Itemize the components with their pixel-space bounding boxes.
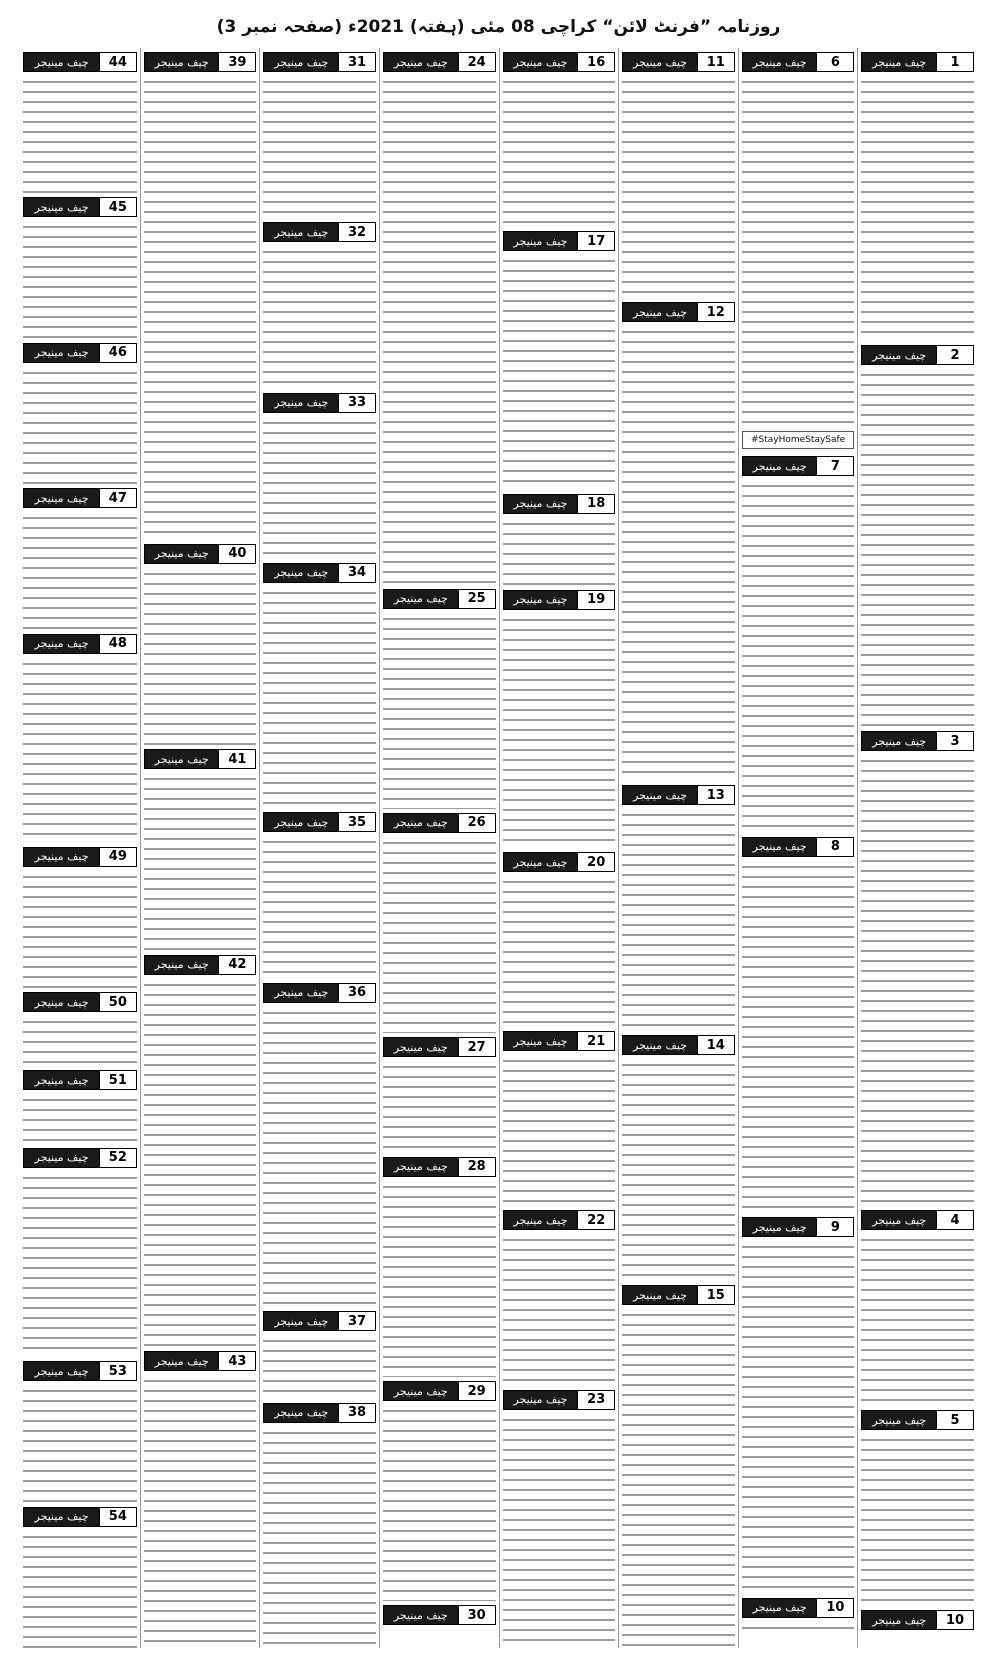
- article-body: [383, 1404, 496, 1601]
- article-body: [383, 75, 496, 585]
- article-header: [503, 231, 616, 251]
- article-header: [622, 1285, 735, 1305]
- article-header: [861, 1410, 974, 1430]
- article-27: [383, 1033, 496, 1153]
- article-header: [23, 634, 137, 654]
- article-number: 48: [99, 635, 136, 653]
- article-header: [144, 544, 257, 564]
- article-body: [622, 1058, 735, 1281]
- article-36: [263, 979, 376, 1308]
- article-body: [23, 1171, 137, 1357]
- article-body: [144, 772, 257, 950]
- article-label: چیف مینیجر: [24, 489, 99, 507]
- article-body: [383, 1628, 496, 1634]
- article-label: چیف مینیجر: [504, 1211, 578, 1229]
- article-number: 13: [697, 786, 734, 804]
- article-number: 19: [577, 591, 614, 609]
- article-header: [622, 52, 735, 72]
- article-26: [383, 809, 496, 1033]
- article-number: 41: [218, 750, 255, 768]
- article-number: 23: [577, 1391, 614, 1409]
- article-body: [23, 1093, 137, 1144]
- article-number: 49: [99, 848, 136, 866]
- masthead-title: روزنامہ ”فرنٹ لائن“ کراچی 08 مئی (ہفتہ) 2021ء (صفحہ نمبر 3): [216, 16, 781, 37]
- article-header: [503, 852, 616, 872]
- article-label: چیف مینیجر: [264, 564, 338, 582]
- article-body: [622, 325, 735, 781]
- article-22: [503, 1206, 616, 1385]
- article-label: چیف مینیجر: [623, 1286, 697, 1304]
- article-header: [263, 812, 376, 832]
- article-body: [861, 754, 974, 1206]
- article-header: [23, 343, 137, 363]
- article-body: [622, 808, 735, 1031]
- article-body: [263, 75, 376, 218]
- article-body: [144, 567, 257, 745]
- article-number: 37: [338, 1312, 375, 1330]
- article-number: 32: [338, 223, 375, 241]
- article-number: 15: [697, 1286, 734, 1304]
- article-header: [861, 1610, 974, 1630]
- article-number: 35: [338, 813, 375, 831]
- article-header: [383, 813, 496, 833]
- article-body: [23, 511, 137, 629]
- article-header: [383, 589, 496, 609]
- article-8: [742, 833, 855, 1213]
- article-header: [263, 52, 376, 72]
- article-number: 45: [99, 198, 136, 216]
- article-label: چیف مینیجر: [145, 1352, 219, 1370]
- article-body: [861, 75, 974, 341]
- article-number: 16: [577, 53, 614, 71]
- article-header: [622, 785, 735, 805]
- article-number: 14: [697, 1036, 734, 1054]
- article-43: [144, 1347, 257, 1648]
- article-53: [23, 1357, 137, 1502]
- article-number: 43: [218, 1352, 255, 1370]
- article-number: 28: [458, 1158, 495, 1176]
- article-header: [861, 731, 974, 751]
- article-label: چیف مینیجر: [862, 1611, 936, 1629]
- article-label: چیف مینیجر: [264, 1312, 338, 1330]
- article-number: 4: [936, 1211, 973, 1229]
- article-body: [742, 479, 855, 832]
- article-number: 38: [338, 1404, 375, 1422]
- article-number: 39: [218, 53, 255, 71]
- article-label: چیف مینیجر: [384, 1382, 458, 1400]
- article-label: چیف مینیجر: [862, 346, 936, 364]
- article-header: [23, 488, 137, 508]
- article-number: 31: [338, 53, 375, 71]
- article-body: [23, 366, 137, 484]
- article-body: [503, 875, 616, 1027]
- article-number: 2: [936, 346, 973, 364]
- article-number: 24: [458, 53, 495, 71]
- article-3: [861, 727, 974, 1206]
- article-body: [503, 1233, 616, 1385]
- article-body: [742, 75, 855, 428]
- article-18: [503, 490, 616, 586]
- article-label: چیف مینیجر: [862, 1411, 936, 1429]
- article-number: 46: [99, 344, 136, 362]
- article-14: [622, 1031, 735, 1281]
- article-header: [144, 749, 257, 769]
- article-label: چیف مینیجر: [504, 1032, 578, 1050]
- article-body: [861, 1233, 974, 1406]
- article-body: [263, 1334, 376, 1398]
- article-label: چیف مینیجر: [24, 344, 99, 362]
- article-body: [503, 1054, 616, 1206]
- article-header: [742, 1217, 855, 1237]
- article-header: [23, 197, 137, 217]
- article-label: چیف مینیجر: [145, 545, 219, 563]
- article-label: چیف مینیجر: [145, 956, 219, 974]
- article-label: چیف مینیجر: [862, 1211, 936, 1229]
- article-number: 18: [577, 495, 614, 513]
- article-label: چیف مینیجر: [623, 1036, 697, 1054]
- article-label: چیف مینیجر: [264, 984, 338, 1002]
- article-label: چیف مینیجر: [264, 53, 338, 71]
- article-body: [263, 416, 376, 559]
- article-header: [503, 1210, 616, 1230]
- column-3: [618, 48, 738, 1648]
- article-25: [383, 585, 496, 809]
- article-header: [503, 1031, 616, 1051]
- article-number: 40: [218, 545, 255, 563]
- article-46: [23, 339, 137, 484]
- article-body: [742, 860, 855, 1213]
- article-label: چیف مینیجر: [264, 813, 338, 831]
- article-9: [742, 1213, 855, 1593]
- article-number: 34: [338, 564, 375, 582]
- article-24: [383, 48, 496, 585]
- article-32: [263, 218, 376, 388]
- article-body: [503, 75, 616, 227]
- article-header: [23, 1148, 137, 1168]
- article-number: 36: [338, 984, 375, 1002]
- article-52: [23, 1144, 137, 1357]
- article-number: 27: [458, 1038, 495, 1056]
- article-label: چیف مینیجر: [145, 750, 219, 768]
- article-42: [144, 951, 257, 1347]
- article-44: [23, 48, 137, 193]
- article-30: [383, 1601, 496, 1648]
- article-47: [23, 484, 137, 629]
- article-body: [23, 1530, 137, 1648]
- article-33: [263, 389, 376, 559]
- article-header: [263, 563, 376, 583]
- article-header: [861, 1210, 974, 1230]
- article-2: [861, 341, 974, 727]
- column-7: [140, 48, 260, 1648]
- article-10: [861, 1606, 974, 1648]
- article-header: [503, 494, 616, 514]
- article-11: [622, 48, 735, 298]
- article-header: [263, 983, 376, 1003]
- article-number: 26: [458, 814, 495, 832]
- article-label: چیف مینیجر: [24, 1362, 99, 1380]
- article-number: 12: [697, 303, 734, 321]
- article-label: چیف مینیجر: [384, 1038, 458, 1056]
- article-number: 5: [936, 1411, 973, 1429]
- article-header: [144, 1351, 257, 1371]
- article-body: [144, 978, 257, 1347]
- article-label: چیف مینیجر: [623, 303, 697, 321]
- article-16: [503, 48, 616, 227]
- column-5: [379, 48, 499, 1648]
- article-5: [861, 1406, 974, 1606]
- article-label: چیف مینیجر: [743, 1218, 817, 1236]
- article-body: [383, 1060, 496, 1153]
- article-number: 3: [936, 732, 973, 750]
- column-8: [20, 48, 140, 1648]
- article-body: [23, 220, 137, 338]
- article-body: [263, 1006, 376, 1308]
- article-number: 21: [577, 1032, 614, 1050]
- article-body: [742, 1621, 855, 1629]
- article-29: [383, 1377, 496, 1601]
- article-header: [503, 1390, 616, 1410]
- article-number: 6: [816, 53, 853, 71]
- article-label: چیف مینیجر: [743, 457, 817, 475]
- article-20: [503, 848, 616, 1027]
- article-label: چیف مینیجر: [623, 786, 697, 804]
- article-19: [503, 586, 616, 849]
- article-header: [144, 955, 257, 975]
- column-6: [259, 48, 379, 1648]
- article-label: چیف مینیجر: [504, 591, 578, 609]
- article-4: [861, 1206, 974, 1406]
- article-40: [144, 540, 257, 745]
- article-label: چیف مینیجر: [504, 853, 578, 871]
- article-number: 20: [577, 853, 614, 871]
- article-header: [383, 52, 496, 72]
- article-body: [23, 1384, 137, 1502]
- article-number: 50: [99, 993, 136, 1011]
- article-body: [23, 657, 137, 843]
- column-4: [499, 48, 619, 1648]
- article-31: [263, 48, 376, 218]
- article-number: 29: [458, 1382, 495, 1400]
- article-header: [861, 52, 974, 72]
- article-17: [503, 227, 616, 490]
- article-header: [742, 837, 855, 857]
- article-header: [263, 222, 376, 242]
- article-label: چیف مینیجر: [384, 53, 458, 71]
- article-header: [144, 52, 257, 72]
- article-label: چیف مینیجر: [504, 232, 578, 250]
- article-header: [383, 1605, 496, 1625]
- article-header: [23, 1507, 137, 1527]
- article-number: 44: [99, 53, 136, 71]
- article-label: چیف مینیجر: [504, 53, 578, 71]
- article-header: [263, 1311, 376, 1331]
- article-body: [144, 75, 257, 540]
- article-body: [263, 1426, 376, 1649]
- article-body: [263, 586, 376, 809]
- article-48: [23, 630, 137, 843]
- article-body: [503, 613, 616, 849]
- article-body: [383, 612, 496, 809]
- article-37: [263, 1307, 376, 1398]
- article-41: [144, 745, 257, 950]
- article-number: 8: [816, 838, 853, 856]
- article-34: [263, 559, 376, 809]
- article-label: چیف مینیجر: [264, 223, 338, 241]
- article-label: چیف مینیجر: [504, 1391, 578, 1409]
- article-header: [263, 393, 376, 413]
- article-header: [383, 1381, 496, 1401]
- article-label: چیف مینیجر: [384, 1158, 458, 1176]
- article-body: [861, 1633, 974, 1637]
- article-header: [263, 1403, 376, 1423]
- article-body: [742, 1240, 855, 1593]
- article-number: 22: [577, 1211, 614, 1229]
- article-header: [861, 345, 974, 365]
- article-label: چیف مینیجر: [743, 1599, 817, 1617]
- article-body: [622, 1308, 735, 1648]
- article-number: 7: [816, 457, 853, 475]
- article-number: 9: [816, 1218, 853, 1236]
- article-header: [503, 52, 616, 72]
- article-body: [503, 1413, 616, 1648]
- article-header: [622, 302, 735, 322]
- article-label: چیف مینیجر: [24, 848, 99, 866]
- column-2: [738, 48, 858, 1648]
- article-number: 51: [99, 1071, 136, 1089]
- article-label: چیف مینیجر: [862, 53, 936, 71]
- article-header: [23, 1361, 137, 1381]
- article-number: 52: [99, 1149, 136, 1167]
- article-28: [383, 1153, 496, 1377]
- article-body: [23, 75, 137, 193]
- article-body: [263, 835, 376, 978]
- article-label: چیف مینیجر: [743, 838, 817, 856]
- article-body: [23, 870, 137, 988]
- article-body: [263, 245, 376, 388]
- article-35: [263, 808, 376, 978]
- stay-home-note: #StayHomeStaySafe: [742, 431, 855, 449]
- article-21: [503, 1027, 616, 1206]
- columns-container: [20, 48, 977, 1648]
- article-39: [144, 48, 257, 540]
- article-number: 54: [99, 1508, 136, 1526]
- article-header: [742, 52, 855, 72]
- article-header: [23, 52, 137, 72]
- article-header: [622, 1035, 735, 1055]
- article-51: [23, 1066, 137, 1144]
- article-label: چیف مینیجر: [24, 1071, 99, 1089]
- article-body: [383, 836, 496, 1033]
- article-number: 53: [99, 1362, 136, 1380]
- article-body: [503, 517, 616, 586]
- article-label: چیف مینیجر: [24, 993, 99, 1011]
- article-number: 25: [458, 590, 495, 608]
- article-header: [742, 456, 855, 476]
- article-49: [23, 843, 137, 988]
- article-label: چیف مینیجر: [24, 1508, 99, 1526]
- article-label: چیف مینیجر: [862, 732, 936, 750]
- article-number: 42: [218, 956, 255, 974]
- masthead: [20, 6, 977, 46]
- article-number: 33: [338, 394, 375, 412]
- article-label: چیف مینیجر: [24, 198, 99, 216]
- article-number: 1: [936, 53, 973, 71]
- article-45: [23, 193, 137, 338]
- article-number: 10: [816, 1599, 853, 1617]
- article-body: [503, 254, 616, 490]
- article-10: [742, 1594, 855, 1648]
- article-23: [503, 1386, 616, 1648]
- article-header: [503, 590, 616, 610]
- article-number: 11: [697, 53, 734, 71]
- article-label: چیف مینیجر: [623, 53, 697, 71]
- article-header: [742, 1598, 855, 1618]
- article-label: چیف مینیجر: [384, 1606, 458, 1624]
- article-1: [861, 48, 974, 341]
- article-body: [861, 368, 974, 727]
- article-body: [144, 1374, 257, 1648]
- article-header: [23, 992, 137, 1012]
- article-label: چیف مینیجر: [384, 814, 458, 832]
- article-number: 10: [936, 1611, 973, 1629]
- article-54: [23, 1503, 137, 1648]
- article-label: چیف مینیجر: [384, 590, 458, 608]
- article-15: [622, 1281, 735, 1648]
- article-label: چیف مینیجر: [24, 53, 99, 71]
- article-header: [23, 847, 137, 867]
- article-label: چیف مینیجر: [24, 1149, 99, 1167]
- article-label: چیف مینیجر: [264, 1404, 338, 1422]
- article-number: 47: [99, 489, 136, 507]
- article-7: [742, 452, 855, 832]
- article-number: 17: [577, 232, 614, 250]
- article-header: [23, 1070, 137, 1090]
- article-13: [622, 781, 735, 1031]
- article-body: [23, 1015, 137, 1066]
- article-body: [861, 1433, 974, 1606]
- article-header: [383, 1157, 496, 1177]
- article-label: چیف مینیجر: [24, 635, 99, 653]
- column-1: [857, 48, 977, 1648]
- article-38: [263, 1399, 376, 1649]
- article-6: [742, 48, 855, 428]
- article-12: [622, 298, 735, 781]
- article-body: [622, 75, 735, 298]
- article-header: [383, 1037, 496, 1057]
- article-body: [383, 1180, 496, 1377]
- article-label: چیف مینیجر: [504, 495, 578, 513]
- article-label: چیف مینیجر: [264, 394, 338, 412]
- article-50: [23, 988, 137, 1066]
- article-label: چیف مینیجر: [743, 53, 817, 71]
- article-number: 30: [458, 1606, 495, 1624]
- article-label: چیف مینیجر: [145, 53, 219, 71]
